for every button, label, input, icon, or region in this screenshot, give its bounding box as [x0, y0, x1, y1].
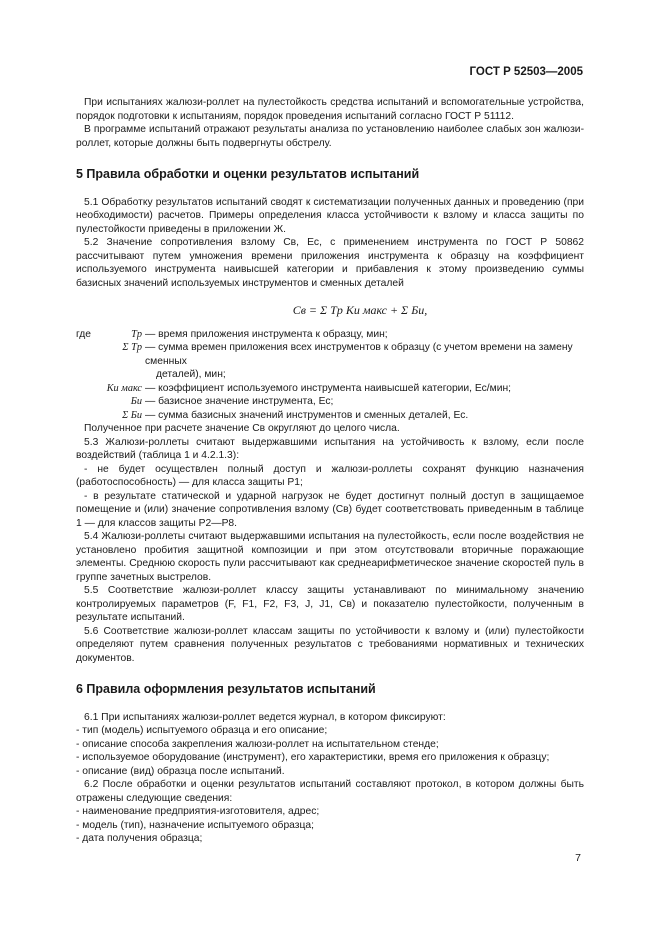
- list-item: - тип (модель) испытуемого образца и его описание;: [76, 725, 328, 736]
- definition-row: [76, 409, 584, 423]
- definition-row: [76, 368, 584, 382]
- para-5-6: 5.6 Соответствие жалюзи-роллет классам защиты по устойчивости к взлому и (или) пулестойкости определяют путем сравнения полученных результатов с требованиями нормативных и технических документов.: [76, 625, 584, 664]
- page-content: [76, 96, 584, 846]
- page-number: 7: [575, 852, 581, 864]
- para-5-3-bullet-1: - не будет осуществлен полный доступ и жалюзи-роллеты сохранят функцию назначения (работоспособность) — для класса защиты Р1;: [76, 463, 584, 488]
- list-item: - наименование предприятия-изготовителя, адрес;: [76, 806, 320, 817]
- formula: Cв = Σ Tр Kи макс + Σ Би,: [292, 303, 428, 317]
- definition-symbol: Σ Би: [122, 409, 142, 421]
- list-item: - описание (вид) образца после испытаний.: [76, 765, 285, 777]
- definition-text: — сумма базисных значений инструментов и сменных деталей, Ес.: [145, 409, 469, 421]
- definition-symbol: Tр: [131, 328, 142, 340]
- definition-symbol: Σ Tр: [122, 342, 142, 353]
- definition-symbol: [76, 368, 142, 382]
- intro-paragraph-1: При испытаниях жалюзи-роллет на пулестойкость средства испытаний и вспомогательные устройства, порядок подготовки к испытаниям, порядок проведения испытаний согласно ГОСТ Р 51112.: [76, 97, 584, 122]
- definition-text: — сумма времен приложения всех инструментов к образцу (с учетом времени на замену сменных: [145, 342, 573, 367]
- list-item: - дата получения образца;: [76, 833, 203, 844]
- para-5-2-end: Полученное при расчете значение Cв округляют до целого числа.: [84, 423, 400, 434]
- definition-row: [76, 382, 584, 396]
- page-header: ГОСТ Р 52503—2005: [469, 66, 583, 78]
- definitions-list: [76, 328, 584, 423]
- para-5-3: 5.3 Жалюзи-роллеты считают выдержавшими испытания на устойчивость к взлому, если после воздействий (таблица 1 и 4.2.1.3):: [76, 436, 584, 461]
- definition-row: [76, 395, 584, 409]
- definition-symbol: Kи макс: [106, 382, 142, 394]
- para-6-2: 6.2 После обработки и оценки результатов испытаний составляют протокол, в котором должны быть отражены следующие сведения:: [76, 779, 584, 804]
- para-5-2: 5.2 Значение сопротивления взлому Cв, Ес, с применением инструмента по ГОСТ Р 50862 рассчитывают путем умножения времени приложения инструмента к образцу на коэффициент используемого инструмента наивысшей категории и прибавления к этому произведению суммы базисных значений используемых инструментов и сменных деталей: [76, 237, 584, 289]
- definition-text: — коэффициент используемого инструмента наивысшей категории, Ес/мин;: [145, 382, 512, 394]
- definition-text: — время приложения инструмента к образцу, мин;: [145, 328, 388, 340]
- definition-row: [76, 328, 584, 342]
- para-5-4: 5.4 Жалюзи-роллеты считают выдержавшими испытания на пулестойкость, если после воздействия не установлено пробития защитной композиции и при этом отсутствовали вторичные поражающие элементы. Среднюю скорость пули рассчитывают как среднеарифметическое значение скоростей пуль в группе зачетных выстрелов.: [76, 531, 584, 583]
- where-label: где: [76, 328, 92, 340]
- list-item: - описание способа закрепления жалюзи-роллет на испытательном стенде;: [76, 738, 439, 750]
- list-item: - используемое оборудование (инструмент), его характеристики, время его приложения к образцу;: [76, 752, 550, 763]
- section-5-heading: 5 Правила обработки и оценки результатов испытаний: [76, 167, 420, 181]
- para-6-1: 6.1 При испытаниях жалюзи-роллет ведется журнал, в котором фиксируют:: [84, 711, 446, 723]
- para-5-1: 5.1 Обработку результатов испытаний сводят к систематизации полученных данных и проведению (при необходимости) расчетов. Примеры определения класса устойчивости к взлому и класса защиты по пулестойкости приведены в приложении Ж.: [76, 196, 584, 235]
- definition-row: [76, 341, 584, 368]
- section-6-heading: 6 Правила оформления результатов испытаний: [76, 682, 376, 696]
- definition-symbol: Би: [130, 396, 142, 407]
- list-item: - модель (тип), назначение испытуемого образца;: [76, 819, 314, 831]
- definition-text: деталей), мин;: [156, 369, 226, 380]
- para-5-3-bullet-2: - в результате статической и ударной нагрузок не будет достигнут полный доступ в защищаемое помещение и (или) значение сопротивления взлому (Cв) будет соответствовать приведенным в таблице 1 — для классов защиты Р2—Р8.: [76, 490, 584, 529]
- intro-paragraph-2: В программе испытаний отражают результаты анализа по установлению наиболее слабых зон жалюзи-роллет, которые должны быть подвергнуты обстрелу.: [76, 124, 584, 149]
- para-5-5: 5.5 Соответствие жалюзи-роллет классу защиты устанавливают по минимальному значению контролируемых параметров (F, F1, F2, F3, J, J1, Cв) и показателю пулестойкости, полученным в результате испытаний.: [76, 585, 584, 623]
- definition-text: — базисное значение инструмента, Ес;: [145, 396, 334, 407]
